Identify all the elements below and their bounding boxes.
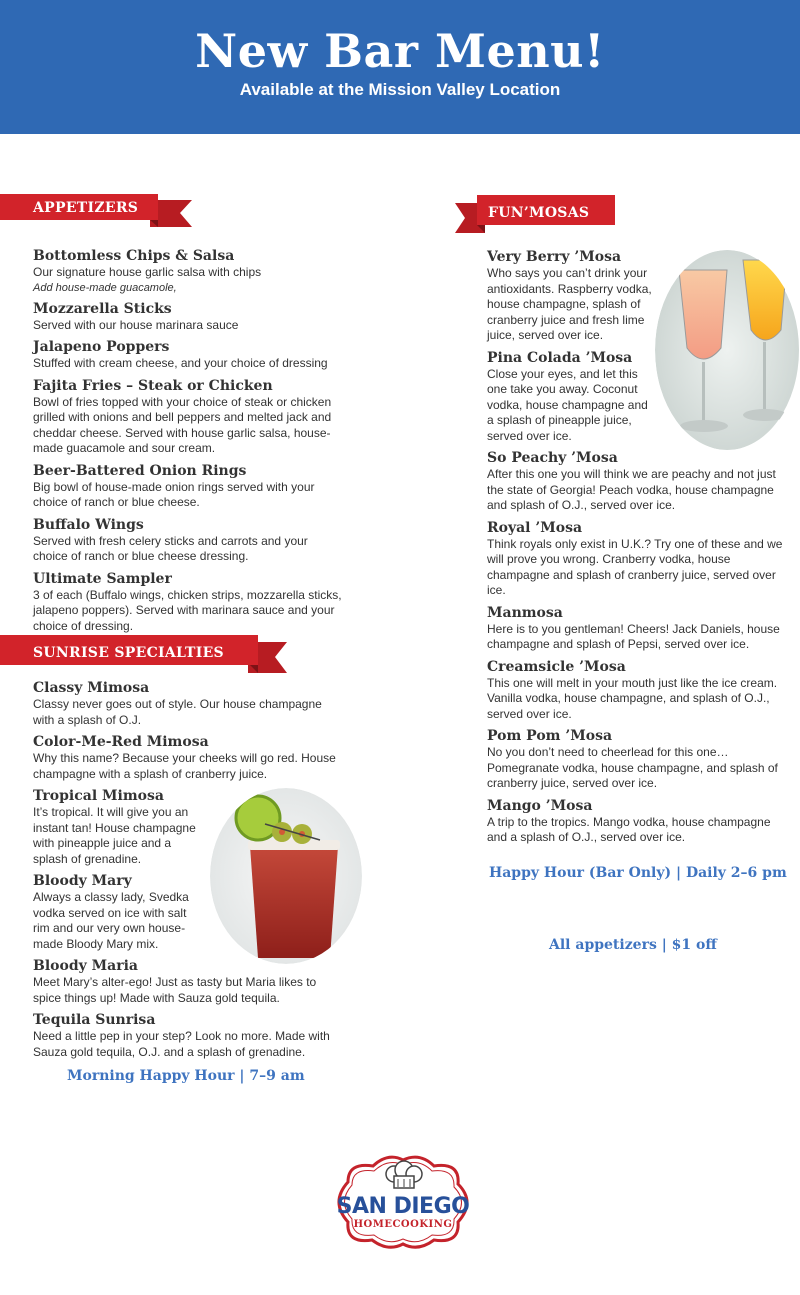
appetizer-discount: All appetizers | $1 off (549, 937, 717, 953)
menu-item-name: Bloody Mary (33, 873, 132, 889)
menu-item-name: Jalapeno Poppers (33, 339, 170, 355)
menu-item-description: Think royals only exist in U.K.? Try one of these and we will prove you wrong. Cranberry vodka, house champagne and splash of cranberry juice, served over ice. (487, 536, 783, 597)
menu-item (487, 659, 793, 723)
menu-item (487, 728, 793, 792)
menu-item-description: It’s tropical. It will give you an instant tan! House champagne with pineapple juice and a splash of grenadine. (33, 805, 196, 866)
menu-item-name: Pom Pom ’Mosa (487, 728, 613, 744)
menu-item-description: Big bowl of house-made onion rings served with your choice of ranch or blue cheese. (33, 479, 315, 509)
menu-item-name: Very Berry ’Mosa (487, 249, 622, 265)
menu-item-name: Pina Colada ’Mosa (487, 349, 633, 366)
menu-item-note: Add house-made guacamole, (33, 281, 177, 294)
menu-item (33, 248, 343, 295)
menu-item-name: Color-Me-Red Mimosa (33, 734, 209, 750)
bloody-mary-photo (210, 788, 362, 964)
menu-item (33, 873, 193, 952)
menu-item-description: Always a classy lady, Svedka vodka served on ice with salt rim and our very own house-made Bloody Mary mix. (33, 890, 189, 951)
menu-item-name: Mango ’Mosa (487, 797, 593, 814)
menu-item-name: Manmosa (487, 604, 563, 621)
menu-item (487, 450, 793, 514)
menu-item-description: Classy never goes out of style. Our house champagne with a splash of O.J. (33, 697, 322, 727)
menu-item-description: Why this name? Because your cheeks will go red. House champagne with a splash of cranberry juice. (33, 751, 336, 781)
menu-item-description: Our signature house garlic salsa with chips (33, 265, 262, 279)
menu-item (33, 517, 343, 565)
logo-line1: SAN DIEGO (336, 1194, 470, 1219)
menu-item-name: Tequila Sunrisa (33, 1012, 156, 1028)
menu-item (33, 463, 343, 511)
sunrise-banner (0, 635, 290, 675)
menu-item-description: Close your eyes, and let this one take you away. Coconut vodka, house champagne and a splash of pineapple juice, served over ice. (487, 366, 648, 443)
menu-item (487, 350, 652, 445)
menu-item-name: Mozzarella Sticks (33, 300, 172, 317)
menu-item-name: Classy Mimosa (33, 680, 150, 696)
menu-item-description: Who says you can’t drink your antioxidants. Raspberry vodka, house champagne, splash of cranberry juice and fresh lime juice, served over ice. (487, 266, 652, 342)
menu-item-description: Here is to you gentleman! Cheers! Jack Daniels, house champagne and splash of Pepsi, served over ice. (487, 621, 780, 651)
menu-item-description: Need a little pep in your step? Look no more. Made with Sauza gold tequila, O.J. and a splash of grenadine. (33, 1029, 330, 1059)
appetizers-list (33, 248, 343, 640)
menu-item (33, 301, 343, 334)
menu-item-name: Bottomless Chips & Salsa (33, 248, 235, 264)
morning-happy-hour: Morning Happy Hour | 7–9 am (67, 1068, 305, 1084)
menu-item (33, 958, 343, 1006)
menu-item (33, 571, 343, 635)
menu-item-description: No you don’t need to cheerlead for this one… Pomegranate vodka, house champagne, and splash of cranberry juice, served over ice. (487, 745, 778, 790)
bar-happy-hour: Happy Hour (Bar Only) | Daily 2–6 pm (489, 865, 787, 881)
menu-item-description: After this one you will think we are peachy and not just the state of Georgia! Peach vodka, house champagne and splash of O.J., served over ice. (487, 467, 776, 512)
menu-item (33, 734, 343, 782)
menu-item (33, 378, 343, 457)
menu-item (487, 249, 652, 344)
appetizers-banner (0, 194, 195, 234)
menu-item (33, 788, 201, 867)
menu-item-name: Tropical Mimosa (33, 788, 164, 804)
menu-item-description: Served with our house marinara sauce (33, 317, 239, 332)
sunrise-heading: SUNRISE SPECIALTIES (33, 645, 224, 661)
menu-item (33, 339, 343, 372)
menu-item-description: Bowl of fries topped with your choice of steak or chicken grilled with onions and bell peppers and melted jack and cheddar cheese. Served with house garlic salsa, house-made guacamole and sour cream. (33, 394, 332, 455)
menu-item-description: Stuffed with cream cheese, and your choice of dressing (33, 356, 328, 370)
menu-item-name: Ultimate Sampler (33, 570, 172, 587)
mimosa-glasses-photo (655, 250, 800, 450)
menu-item-description: Meet Mary’s alter-ego! Just as tasty but Maria likes to spice things up! Made with Sauza gold tequila. (33, 975, 317, 1005)
menu-item-name: Beer-Battered Onion Rings (33, 462, 247, 479)
appetizers-heading: APPETIZERS (33, 200, 139, 216)
menu-item-name: Buffalo Wings (33, 516, 144, 533)
menu-item (33, 1012, 343, 1060)
page-subtitle: Available at the Mission Valley Location (239, 80, 561, 99)
funmosas-banner (455, 195, 615, 235)
menu-item (487, 798, 793, 846)
menu-item-name: Bloody Maria (33, 958, 138, 974)
menu-item-name: Royal ’Mosa (487, 519, 583, 536)
menu-item (487, 605, 793, 653)
menu-item (33, 680, 343, 728)
menu-item-description: A trip to the tropics. Mango vodka, house champagne and a splash of O.J., served over ice. (487, 814, 771, 844)
menu-item-description: This one will melt in your mouth just like the ice cream. Vanilla vodka, house champagne, and splash of O.J., served over ice. (487, 675, 778, 721)
menu-item-description: 3 of each (Buffalo wings, chicken strips, mozzarella sticks, jalapeno poppers). Served with marinara sauce and your choice of dressing. (33, 587, 342, 633)
menu-item-name: Creamsicle ’Mosa (487, 658, 626, 675)
san-diego-homecooking-logo (328, 1152, 478, 1252)
menu-item-name: Fajita Fries – Steak or Chicken (33, 377, 273, 394)
menu-item (487, 520, 793, 599)
funmosas-heading: FUN’MOSAS (488, 205, 590, 221)
page-title: New Bar Menu! (195, 24, 605, 78)
menu-item-description: Served with fresh celery sticks and carrots and your choice of ranch or blue cheese dressing. (33, 533, 308, 563)
logo-line2: HOMECOOKING (353, 1219, 453, 1230)
menu-item-name: So Peachy ’Mosa (487, 450, 618, 466)
header (0, 0, 800, 134)
